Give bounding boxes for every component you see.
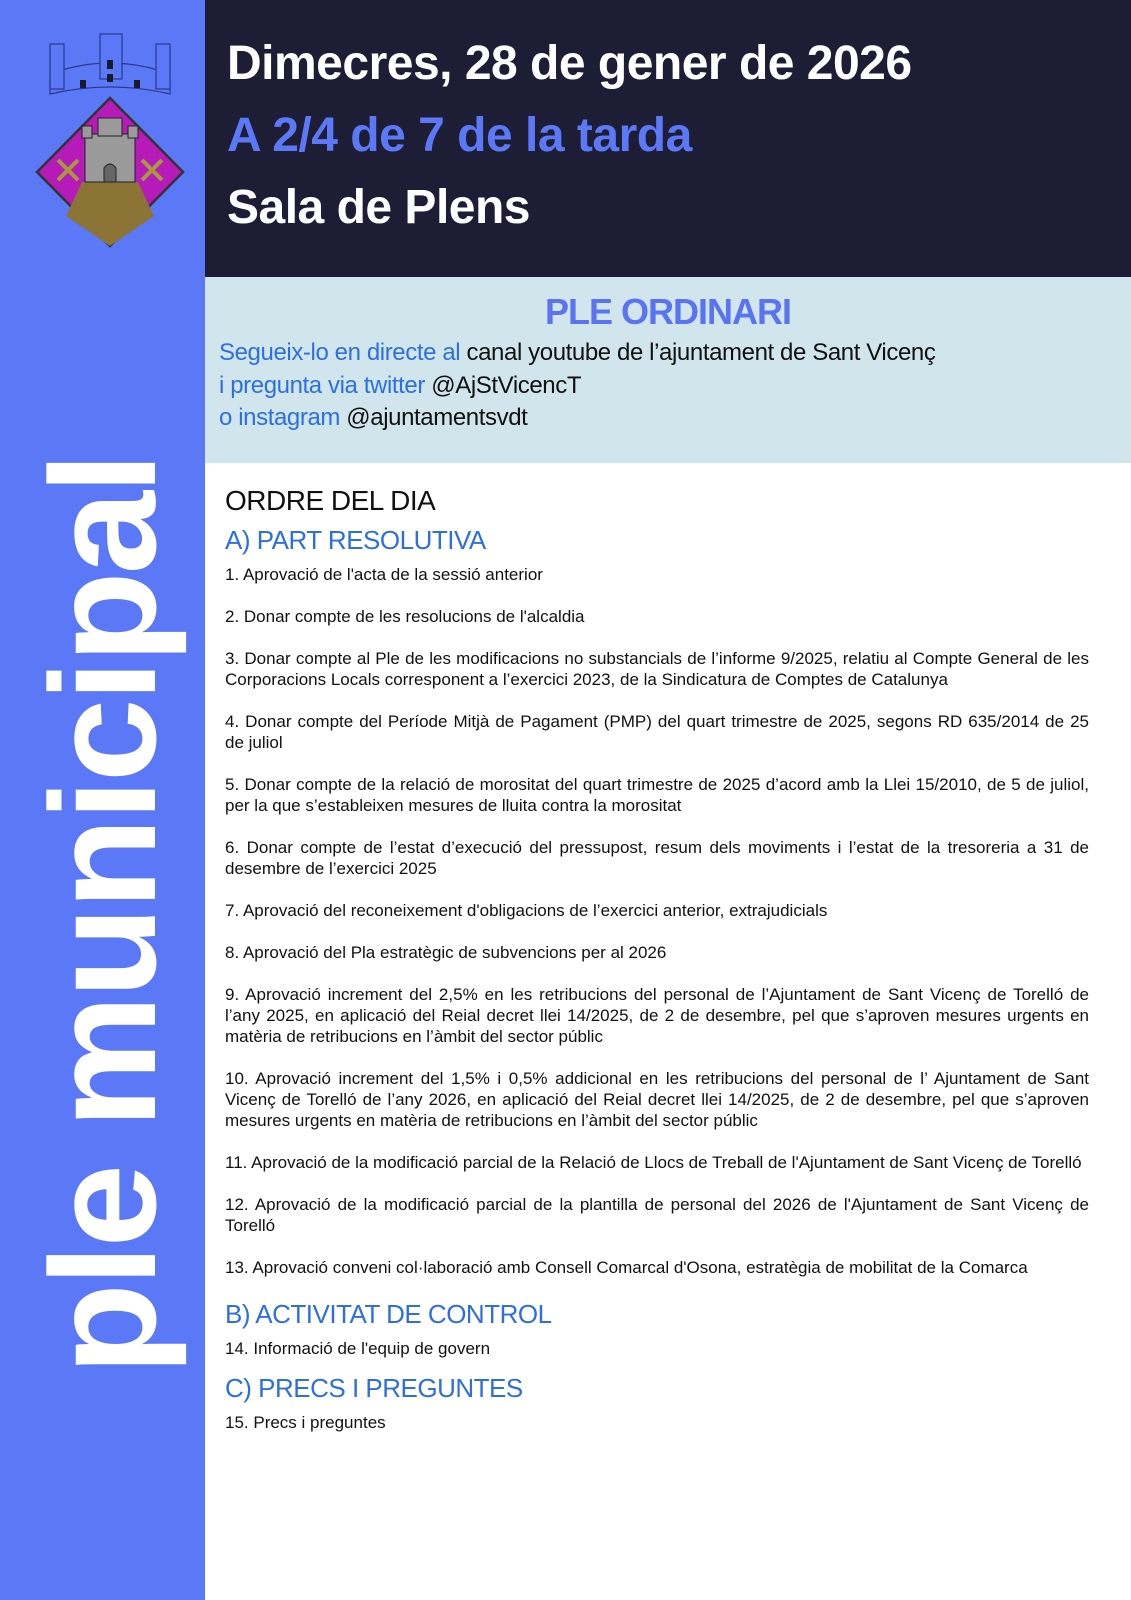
- agenda-title: ORDRE DEL DIA: [225, 485, 436, 516]
- section-title: C) PRECS I PREGUNTES: [225, 1373, 523, 1403]
- agenda-item: 9. Aprovació increment del 2,5% en les retribucions del personal de l’Ajuntament de Sant Vicenç de Torelló de l’any 2025, en aplicació del Reial decret llei 14/2025, de 2 de desembre, pel que s’aproven mesures urgents en matèria de retribucions en l’àmbit del sector públic: [225, 985, 1089, 1046]
- agenda-item: 15. Precs i preguntes: [225, 1413, 386, 1432]
- info-band: [205, 277, 1131, 463]
- agenda-item: 11. Aprovació de la modificació parcial de la Relació de Llocs de Treball de l'Ajuntament de Sant Vicenç de Torelló: [225, 1153, 1082, 1172]
- agenda-item: 6. Donar compte de l’estat d’execució del pressupost, resum dels moviments i l’estat de la tresoreria a 31 de desembre de l’exercici 2025: [225, 838, 1089, 878]
- agenda-item: 7. Aprovació del reconeixement d'obligacions de l’exercici anterior, extrajudicials: [225, 901, 828, 920]
- instagram-text: o instagram: [219, 404, 340, 431]
- agenda-item: 8. Aprovació del Pla estratègic de subvencions per al 2026: [225, 943, 667, 962]
- agenda: [225, 485, 1089, 1433]
- agenda-item: 10. Aprovació increment del 1,5% i 0,5% addicional en les retribucions del personal de l’ Ajuntament de Sant Vicenç de Torelló de l’any 2026, en aplicació del Reial decret llei 14/2025, de 2 de desembre, pel que s’aproven mesures urgents en matèria de retribucions en l’àmbit del sector públic: [225, 1069, 1089, 1130]
- event-place: Sala de Plens: [227, 181, 530, 234]
- vertical-title: ple municipal: [19, 455, 187, 1375]
- header: [205, 0, 1131, 277]
- event-date: Dimecres, 28 de gener de 2026: [227, 37, 912, 90]
- live-text: Segueix-lo en directe al: [219, 339, 461, 366]
- youtube-channel: canal youtube de l’ajuntament de Sant Vicenç: [466, 339, 936, 366]
- agenda-item: 5. Donar compte de la relació de morositat del quart trimestre de 2025 d’acord amb la Llei 15/2010, de 5 de juliol, per la que s’estableixen mesures de lluita contra la morositat: [225, 775, 1089, 815]
- agenda-item: 3. Donar compte al Ple de les modificacions no substancials de l’informe 9/2025, relatiu al Compte General de les Corporacions Locals corresponent a l’exercici 2023, de la Sindicatura de Comptes de Catalunya: [225, 649, 1089, 689]
- twitter-text: i pregunta via twitter: [219, 372, 425, 399]
- event-time: A 2/4 de 7 de la tarda: [227, 109, 692, 162]
- section-title: A) PART RESOLUTIVA: [225, 525, 486, 555]
- agenda-item: 4. Donar compte del Període Mitjà de Pagament (PMP) del quart trimestre de 2025, segons RD 635/2014 de 25 de juliol: [225, 712, 1089, 752]
- session-type: PLE ORDINARI: [544, 291, 791, 332]
- agenda-item: 14. Informació de l'equip de govern: [225, 1339, 491, 1358]
- instagram-handle: @ajuntamentsvdt: [346, 404, 528, 431]
- agenda-item: 12. Aprovació de la modificació parcial de la plantilla de personal del 2026 de l'Ajuntament de Sant Vicenç de Torelló: [225, 1195, 1089, 1235]
- section-title: B) ACTIVITAT DE CONTROL: [225, 1299, 552, 1329]
- agenda-item: 13. Aprovació conveni col·laboració amb Consell Comarcal d'Osona, estratègia de mobilitat de la Comarca: [225, 1258, 1028, 1277]
- agenda-item: 1. Aprovació de l'acta de la sessió anterior: [225, 565, 543, 584]
- twitter-handle: @AjStVicencT: [431, 372, 582, 399]
- coat-of-arms-logo: [30, 22, 190, 254]
- agenda-item: 2. Donar compte de les resolucions de l'alcaldia: [225, 607, 585, 626]
- sidebar: [0, 0, 205, 1600]
